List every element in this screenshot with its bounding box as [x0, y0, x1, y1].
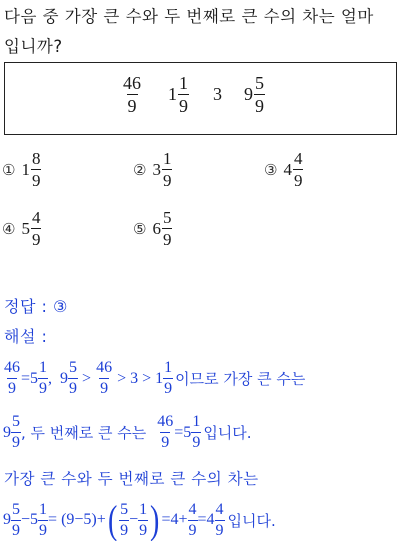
question-line-2: 입니까?: [4, 37, 63, 56]
answer-label: 정답 : ③: [4, 297, 68, 316]
mixed-1-1-9: 1 $\frac{1}{9}$: [168, 73, 188, 116]
solution-line-3: 가장 큰 수와 두 번째로 큰 수의 차는: [4, 470, 259, 488]
solution-line-4: 9 $\frac{5}{9}$ −5 $\frac{1}{9}$ = (9−5) + ( $\frac{5}{9}$ − $\frac{1}{9}$ ) =4+ $\frac{4}{9}$ =4 $\frac{4}{9}$ 입니다.: [3, 497, 276, 541]
solution-line-1: $\frac{46}{9}$ =5 $\frac{1}{9}$ , 9 $\frac{5}{9}$ > $\frac{46}{9}$ > 3 > 1 $\frac{1}{9}$ 이므로 가장 큰 수는: [4, 359, 306, 397]
mixed-9-5-9: 9 $\frac{5}{9}$: [244, 73, 264, 116]
solution-line-2: 9 $\frac{5}{9}$ , 두 번째로 큰 수는 $\frac{46}{9}$ =5 $\frac{1}{9}$ 입니다.: [3, 413, 252, 451]
integer-3: 3: [213, 84, 222, 104]
option-5[interactable]: ⑤ 6 $\frac{5}{9}$: [133, 208, 172, 249]
option-3[interactable]: ③ 4 $\frac{4}{9}$: [264, 149, 303, 190]
number-box-content: [122, 74, 265, 115]
fraction-46-9: $\frac{46}{9}$: [123, 73, 141, 116]
explanation-label: 해설 :: [4, 327, 48, 346]
option-1[interactable]: ① 1 $\frac{8}{9}$: [2, 149, 41, 190]
question-line-1: 다음 중 가장 큰 수와 두 번째로 큰 수의 차는 얼마: [4, 7, 374, 26]
option-4[interactable]: ④ 5 $\frac{4}{9}$: [2, 208, 41, 249]
option-2[interactable]: ② 3 $\frac{1}{9}$: [133, 149, 172, 190]
